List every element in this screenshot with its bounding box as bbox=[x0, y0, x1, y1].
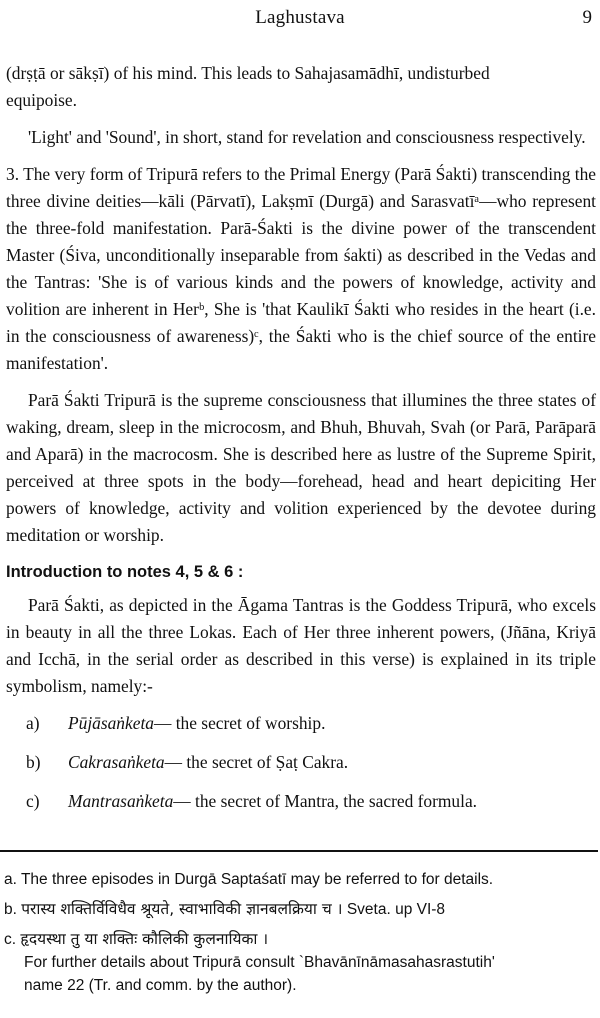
page-header bbox=[0, 4, 600, 28]
list-description: — the secret of Mantra, the sacred formula. bbox=[173, 791, 478, 811]
list-description: — the secret of worship. bbox=[153, 713, 326, 733]
list-item bbox=[6, 749, 596, 776]
footnote-line: name 22 (Tr. and comm. by the author). bbox=[24, 977, 297, 994]
footnote-reference: Sveta. up VI-8 bbox=[346, 901, 446, 918]
paragraph-line: equipoise. bbox=[6, 90, 77, 110]
paragraph-para-sakti: Parā Śakti Tripurā is the supreme consciousness that illumines the three states of waking, dream, sleep in the microcosm, and Bhuh, Bhuvah, Svah (or Parā, Parāparā and Aparā) in the macrocosm. She is described here as lustre of the Supreme Spirit, perceived at three spots in the body—forehead, head and heart depiciting Her powers of knowledge, activity and volition experienced by the devotee during meditation or worship. bbox=[6, 390, 596, 545]
section-heading: Introduction to notes 4, 5 & 6 : bbox=[6, 563, 244, 581]
footnote-a: a. The three episodes in Durgā Saptaśatī may be referred to for details. bbox=[4, 871, 494, 888]
list-description: — the secret of Ṣaṭ Cakra. bbox=[164, 752, 349, 772]
paragraph-light-sound: 'Light' and 'Sound', in short, stand for revelation and consciousness respectively. bbox=[28, 127, 586, 147]
footnote-line: For further details about Tripurā consult `Bhavānīnāmasahasrastutih' bbox=[24, 954, 495, 971]
footnote-marker: b. bbox=[4, 901, 17, 918]
page-number: 9 bbox=[582, 7, 592, 28]
sanskrit-verse: हृदयस्था तु या शक्तिः कौलिकी कुलनायिका । bbox=[20, 930, 269, 948]
footnote-divider bbox=[0, 850, 598, 852]
list-term: Mantrasaṅketa bbox=[68, 791, 174, 811]
footnote-marker: c. bbox=[4, 931, 17, 948]
list-marker: c) bbox=[26, 791, 40, 811]
paragraph-note-3: 3. The very form of Tripurā refers to the Primal Energy (Parā Śakti) transcending the three divine deities—kāli (Pārvatī), Lakṣmī (Durgā) and Sarasvatīᵃ—who represent the three-fold manifestation. Parā-Śakti is the divine power of the transcendent Master (Śiva, unconditionally inseparable from śakti) as described in the Vedas and the Tantras: 'She is of various kinds and the powers of knowledge, activity and volition are inherent in Herᵇ, She is 'that Kaulikī Śakti who resides in the heart (i.e. in the consciousness of awareness)ᶜ, the Śakti who is the chief source of the entire manifestation'. bbox=[6, 164, 597, 373]
list-item bbox=[6, 788, 596, 815]
footnote-b bbox=[4, 898, 596, 921]
footnotes bbox=[4, 868, 596, 1004]
list-term: Cakrasaṅketa bbox=[68, 752, 165, 772]
main-text bbox=[6, 60, 596, 827]
list-item bbox=[6, 710, 596, 737]
footnote-c bbox=[4, 928, 596, 997]
running-title: Laghustava bbox=[255, 7, 345, 28]
list-marker: b) bbox=[26, 752, 41, 772]
list-marker: a) bbox=[26, 713, 40, 733]
sanskrit-verse: परास्य शक्तिर्विविधैव श्रूयते, स्वाभाविकी ज्ञानबलक्रिया च । bbox=[21, 900, 343, 918]
list-term: Pūjāsaṅketa bbox=[68, 713, 154, 733]
paragraph-line: (drṣṭā or sākṣī) of his mind. This leads to Sahajasamādhī, undisturbed bbox=[6, 63, 490, 83]
symbolism-list bbox=[6, 710, 596, 815]
paragraph-continuation bbox=[6, 60, 596, 114]
paragraph-introduction: Parā Śakti, as depicted in the Āgama Tantras is the Goddess Tripurā, who excels in beauty in all the three Lokas. Each of Her three inherent powers, (Jñāna, Kriyā and Icchā, in the serial order as described in this verse) is explained in its triple symbolism, namely:- bbox=[6, 595, 596, 696]
